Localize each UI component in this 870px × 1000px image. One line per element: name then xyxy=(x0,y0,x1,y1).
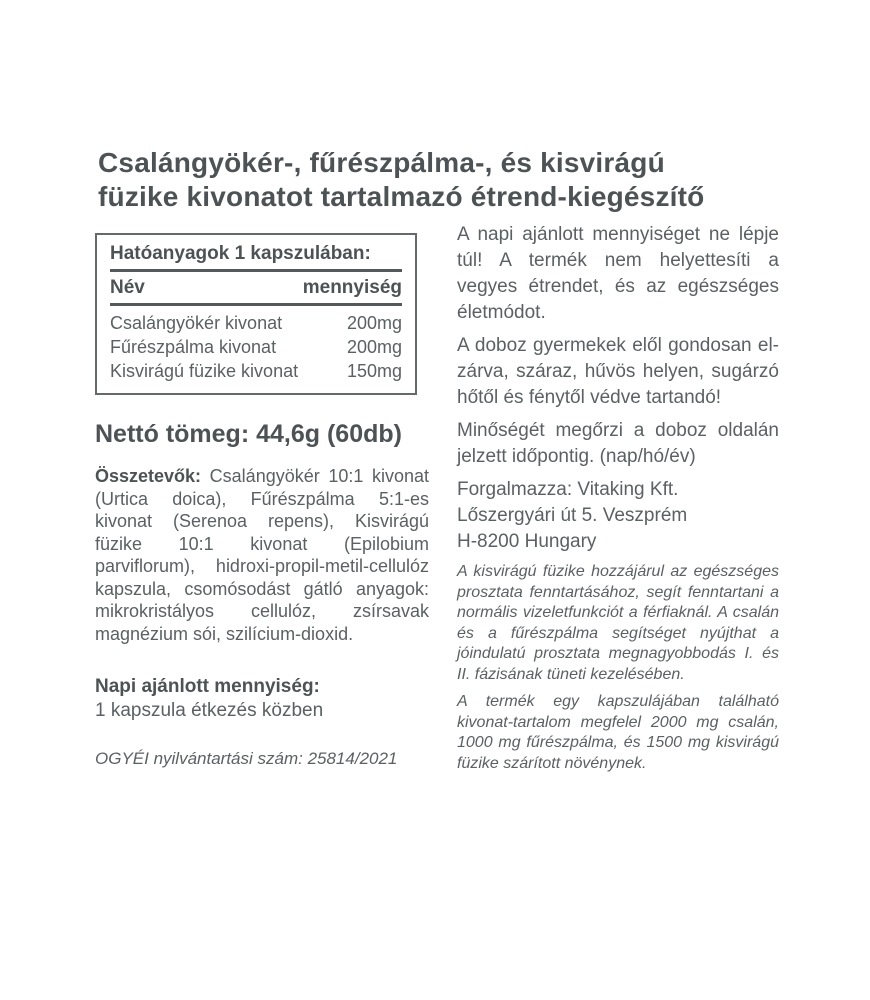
product-title-line-1: Csalángyökér-, fűrészpálma-, és kisvirágú xyxy=(98,147,665,178)
daily-dose-text: 1 kapszula étkezés közben xyxy=(95,700,324,721)
table-row xyxy=(110,311,402,335)
distributor-block xyxy=(457,477,779,555)
facts-header-row xyxy=(110,277,402,298)
distributor-line: Lőszergyári út 5. Veszprém xyxy=(457,505,688,526)
registration-number: OGYÉI nyilvántartási szám: 25814/2021 xyxy=(95,749,398,768)
ingredient-name: Fűrészpálma kivonat xyxy=(110,337,277,357)
health-claim: A kisvirágú füzike hozzájárul az egészséges prosztata fenntartásához, segít fenntartani a normális vizeletfunkciót a férfiaknál. A csalán és a fűrészpálma segítséget nyújthat a jóindulatú prosztata megnagyobbodás I. és II. fázisának tüneti kezelésében. xyxy=(457,563,779,683)
table-row xyxy=(110,335,402,359)
facts-box-title: Hatóanyagok 1 kapszulában: xyxy=(110,243,371,264)
ingredients-label: Összetevők: xyxy=(95,466,202,486)
column-header-name: Név xyxy=(110,277,145,298)
column-header-amount: mennyiség xyxy=(302,277,402,298)
right-column xyxy=(457,222,779,781)
warning-dosage: A napi ajánlott mennyiséget ne lépje túl! A termék nem helyettesíti a vegyes étrendet, és az egészséges életmódot. xyxy=(457,224,779,323)
equivalence-claim: A termék egy kapszulájában található kivonat-tartalom megfelel 2000 mg csalán, 1000 mg fűrészpálma, és 1500 mg kisvirágú füzike szárított növénynek. xyxy=(457,693,779,772)
active-ingredients-box xyxy=(95,233,417,395)
divider xyxy=(110,303,402,306)
left-column xyxy=(95,233,429,769)
ingredient-name: Csalángyökér kivonat xyxy=(110,313,283,333)
ingredient-name: Kisvirágú füzike kivonat xyxy=(110,361,299,381)
ingredient-amount: 200mg xyxy=(346,337,402,357)
product-title-line-2: füzike kivonatot tartalmazó étrend-kiegészítő xyxy=(98,181,705,212)
daily-dose-label: Napi ajánlott mennyiség: xyxy=(95,676,320,697)
distributor-line: Forgalmazza: Vitaking Kft. xyxy=(457,479,679,500)
distributor-line: H-8200 Hungary xyxy=(457,531,597,552)
ingredients-paragraph xyxy=(95,465,429,645)
shelf-life-note: Minőségét megőrzi a doboz oldalán jelzett időpontig. (nap/hó/év) xyxy=(457,420,779,467)
table-row xyxy=(110,359,402,383)
ingredient-amount: 150mg xyxy=(346,361,402,381)
net-weight: Nettó tömeg: 44,6g (60db) xyxy=(95,420,402,448)
divider xyxy=(110,269,402,272)
warning-storage: A doboz gyermekek elől gondosan elzárva, száraz, hűvös helyen, sugárzó hőtől és fénytől védve tartandó! xyxy=(457,335,779,408)
ingredient-amount: 200mg xyxy=(346,313,402,333)
product-title xyxy=(98,146,704,214)
ingredients-text: Csalángyökér 10:1 kivonat (Urtica doica), Fűrészpálma 5:1-es kivonat (Serenoa repens), Kisvirágú füzike 10:1 kivonat (Epilobium parviflorum), hidroxi-propil-metil-cellulóz kapszula, csomósodást gátló anyagok: mikrokristályos cellulóz, zsírsavak magnézium sói, szilícium-dioxid. xyxy=(95,466,429,644)
